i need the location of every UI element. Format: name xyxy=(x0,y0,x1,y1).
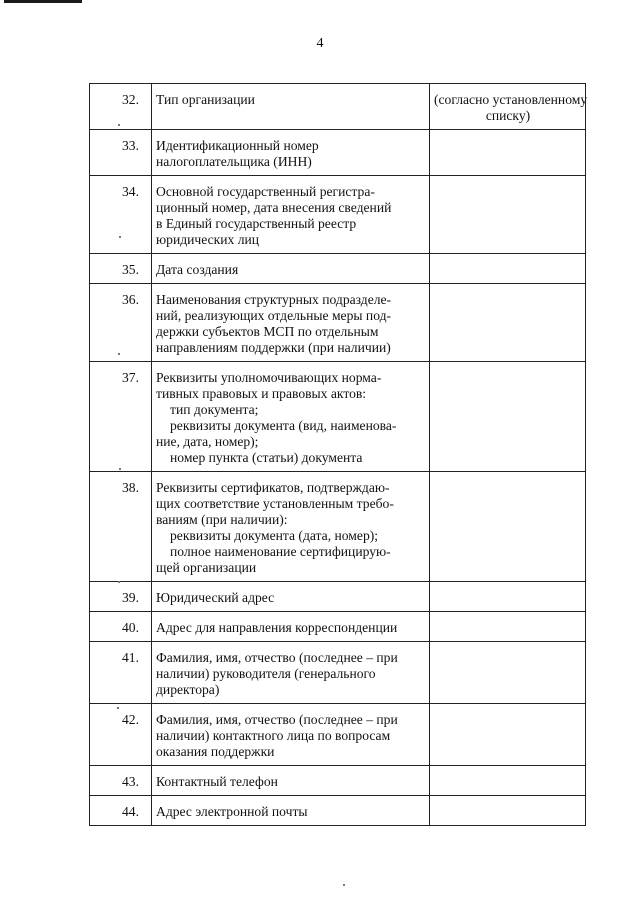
row-label xyxy=(152,84,430,130)
row-label xyxy=(152,284,430,362)
row-label-line: щих соответствие установленным требо- xyxy=(156,496,394,511)
row-label-line: Адрес для направления корреспонденции xyxy=(156,620,398,635)
row-label-line: Идентификационный номер xyxy=(156,138,319,153)
row-value xyxy=(430,176,586,254)
row-label-line: Контактный телефон xyxy=(156,774,278,789)
row-label-line: налогоплательщика (ИНН) xyxy=(156,154,312,169)
row-number: 38. xyxy=(90,472,152,582)
row-label xyxy=(152,582,430,612)
table-row xyxy=(90,130,586,176)
row-label-line: реквизиты документа (вид, наименова- xyxy=(170,418,397,433)
row-number: 42. xyxy=(90,704,152,766)
row-value xyxy=(430,362,586,472)
top-edge-mark xyxy=(4,0,82,3)
row-label-line: ний, реализующих отдельные меры под- xyxy=(156,308,392,323)
row-label xyxy=(152,612,430,642)
scan-speck xyxy=(118,353,120,355)
table-row xyxy=(90,284,586,362)
table-row xyxy=(90,472,586,582)
row-label-line: номер пункта (статьи) документа xyxy=(170,450,363,465)
row-label xyxy=(152,766,430,796)
row-label-line: щей организации xyxy=(156,560,257,575)
row-number: 32. xyxy=(90,84,152,130)
row-number: 40. xyxy=(90,612,152,642)
table-row xyxy=(90,704,586,766)
row-label-line: наличии) контактного лица по вопросам xyxy=(156,728,391,743)
row-number: 41. xyxy=(90,642,152,704)
row-label-line: тип документа; xyxy=(170,402,259,417)
row-label xyxy=(152,642,430,704)
table-row xyxy=(90,362,586,472)
row-label-line: оказания поддержки xyxy=(156,744,275,759)
page-number: 4 xyxy=(316,36,324,51)
row-number: 34. xyxy=(90,176,152,254)
form-table-body xyxy=(90,84,586,826)
row-label-line: ние, дата, номер); xyxy=(156,434,259,449)
row-value xyxy=(430,472,586,582)
row-value xyxy=(430,284,586,362)
scan-speck xyxy=(343,884,345,886)
table-row xyxy=(90,612,586,642)
row-value xyxy=(430,84,586,130)
row-label-line: реквизиты документа (дата, номер); xyxy=(170,528,379,543)
row-label xyxy=(152,472,430,582)
scan-speck xyxy=(118,124,120,126)
table-row xyxy=(90,254,586,284)
row-label-line: полное наименование сертифицирую- xyxy=(170,544,391,559)
row-label-line: директора) xyxy=(156,682,220,697)
row-value xyxy=(430,796,586,826)
table-row xyxy=(90,796,586,826)
scan-speck xyxy=(119,236,121,238)
row-label-line: Наименования структурных подразделе- xyxy=(156,292,392,307)
row-label-line: Основной государственный регистра- xyxy=(156,184,375,199)
row-number: 39. xyxy=(90,582,152,612)
table-row xyxy=(90,766,586,796)
row-label-line: Дата создания xyxy=(156,262,239,277)
row-label-line: наличии) руководителя (генерального xyxy=(156,666,376,681)
row-label xyxy=(152,176,430,254)
row-number: 35. xyxy=(90,254,152,284)
table-row xyxy=(90,84,586,130)
row-value xyxy=(430,582,586,612)
row-label-line: держки субъектов МСП по отдельным xyxy=(156,324,379,339)
row-number: 37. xyxy=(90,362,152,472)
row-value xyxy=(430,254,586,284)
row-number: 43. xyxy=(90,766,152,796)
row-number: 33. xyxy=(90,130,152,176)
row-label-line: ваниям (при наличии): xyxy=(156,512,288,527)
row-label-line: в Единый государственный реестр xyxy=(156,216,357,231)
row-label-line: Реквизиты сертификатов, подтверждаю- xyxy=(156,480,390,495)
row-label-line: тивных правовых и правовых актов: xyxy=(156,386,367,401)
row-label xyxy=(152,362,430,472)
table-row xyxy=(90,582,586,612)
form-table xyxy=(89,83,586,826)
row-label-line: Адрес электронной почты xyxy=(156,804,308,819)
row-label xyxy=(152,704,430,766)
row-label-line: Юридический адрес xyxy=(156,590,275,605)
row-label-line: Тип организации xyxy=(156,92,255,107)
scan-speck xyxy=(119,468,121,470)
row-label-line: направлениям поддержки (при наличии) xyxy=(156,340,391,355)
table-row xyxy=(90,176,586,254)
row-value xyxy=(430,130,586,176)
row-label xyxy=(152,130,430,176)
row-value xyxy=(430,642,586,704)
row-value xyxy=(430,704,586,766)
row-label-line: ционный номер, дата внесения сведений xyxy=(156,200,392,215)
row-value xyxy=(430,612,586,642)
row-label-line: юридических лиц xyxy=(156,232,260,247)
row-value-line: списку) xyxy=(485,108,531,123)
row-label xyxy=(152,796,430,826)
scan-speck xyxy=(118,581,120,583)
table-row xyxy=(90,642,586,704)
row-label-line: Фамилия, имя, отчество (последнее – при xyxy=(156,712,398,727)
row-label xyxy=(152,254,430,284)
row-number: 36. xyxy=(90,284,152,362)
row-value-line: (согласно установленному xyxy=(434,92,588,107)
row-label-line: Фамилия, имя, отчество (последнее – при xyxy=(156,650,398,665)
row-value xyxy=(430,766,586,796)
row-label-line: Реквизиты уполномочивающих норма- xyxy=(156,370,382,385)
row-number: 44. xyxy=(90,796,152,826)
scan-speck xyxy=(117,707,119,709)
